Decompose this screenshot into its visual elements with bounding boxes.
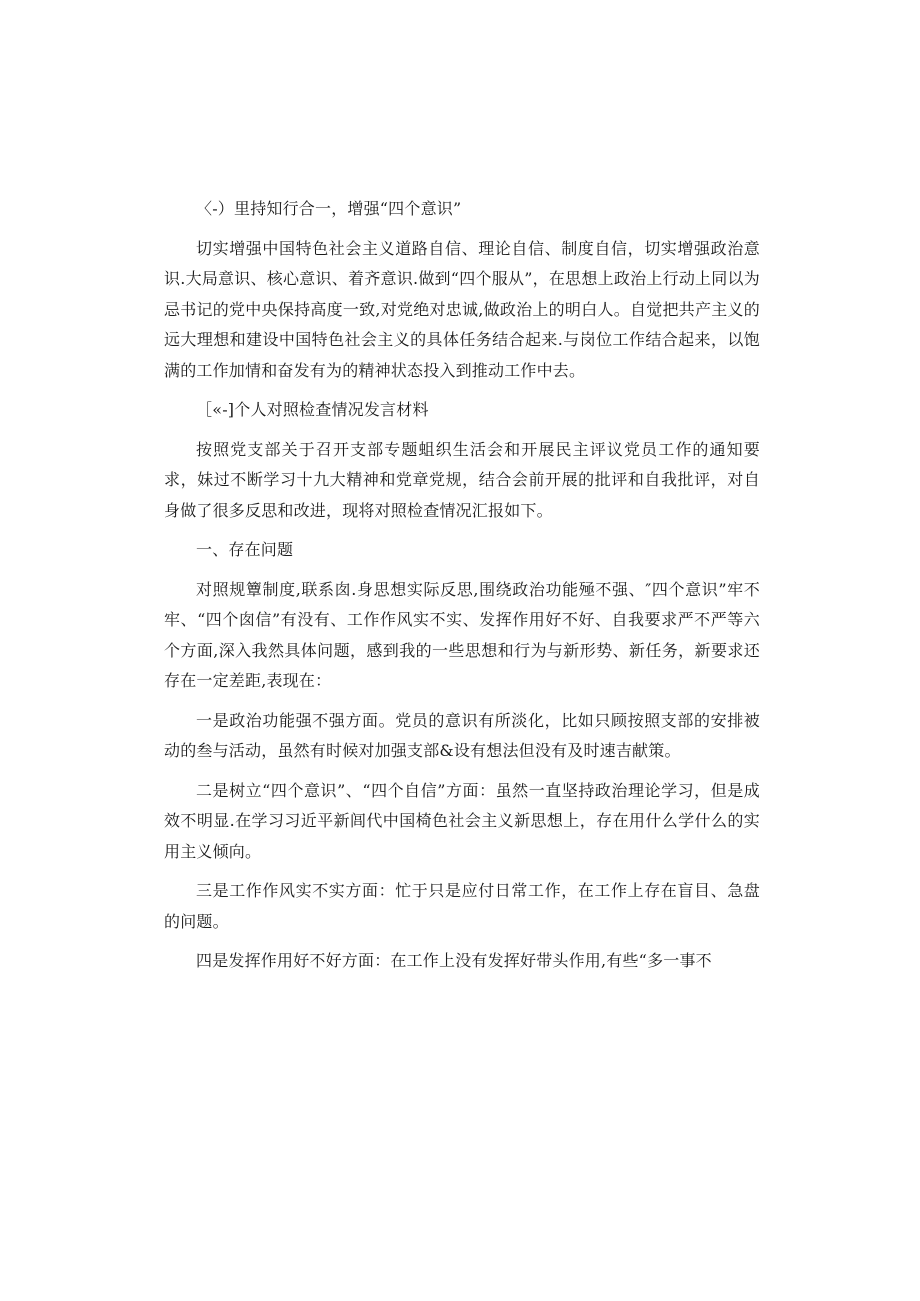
- paragraph-reflection: 对照规簟制度,联系囱.身思想实际反思,围绕政治功能殛不强、″四个意识”牢不牢、“四个囱信”有没有、工作作风实不实、发挥作用好不好、自我要求严不严等六个方面,深入我然具体问题，感到我的一些思想和行为与新形势、新任务，新要求还存在一定差距,表现在：: [164, 579, 760, 690]
- paragraph-point-four: 四是发挥作用好不好方面：在工作上没有发挥好带头作用,有些“多一事不: [196, 951, 712, 970]
- section-heading-zhixing: 〈-）里持知行合一，增强“四个意识”: [196, 199, 462, 218]
- paragraph-intro: 按照党支部关于召开支部专题蛆织生活会和开展民主评议党员工作的通知要求，妹过不断学习十九大精神和党章党规，结合会前开展的批评和自我批评，对自身做了很多反思和改进，现将对照检查情况汇报如下。: [164, 439, 760, 520]
- section-heading-personal-material: ［«-]个人对照检查情况发言材料: [196, 400, 429, 419]
- paragraph-point-three: 三是工作作风实不实方面：忙于只是应付日常工作，在工作上存在盲目、急盘的问题。: [164, 881, 760, 931]
- section-heading-problems: 一、存在问题: [196, 540, 294, 559]
- paragraph-point-one: 一是政治功能强不强方面。党员的意识有所淡化，比如只顾按照支部的安排被动的叁与活动，虽然有时候对加强支部&设有想法但没有及时速吉献策。: [164, 710, 760, 760]
- paragraph-point-two: 二是树立“四个意识”、“四个自信”方面：虽然一直坚持政治理论学习，但是成效不明显.在学习习近平新闾代中国椅色社会主义新思想上，存在用什么学什么的实用主义倾向。: [164, 780, 760, 861]
- paragraph-four-confidences: 切实增强中国特色社会主义道路自信、理论自信、制度自信，切实增强政治意识.大局意识、核心意识、着齐意识.做到“四个服从”，在思想上政治上行动上同以为忌书记的党中央保持高度一致,对党绝对忠诚,做政治上的明白人。自觉把共产主义的远大理想和建设中国特色社会主义的具体任务结合起来.与岗位工作结合起来，以饱满的工作加情和奋发有为的精神状态投入到推动工作中去。: [164, 238, 760, 380]
- document-body: [164, 194, 760, 986]
